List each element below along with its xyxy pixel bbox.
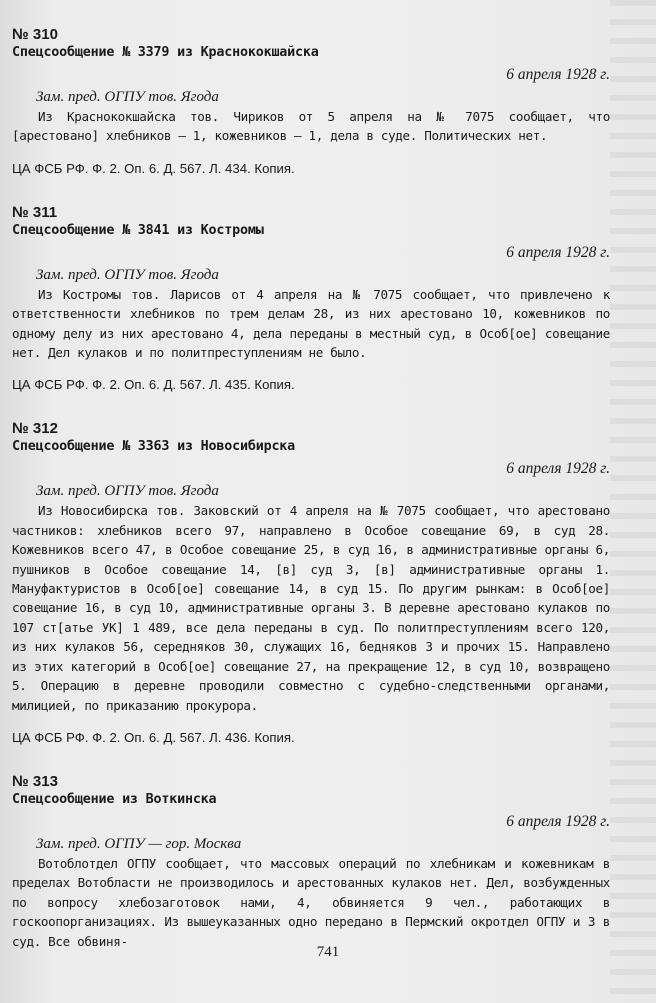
page-number: 741 <box>316 944 340 960</box>
document-title: Спецсообщение из Воткинска <box>12 791 217 807</box>
archive-source: ЦА ФСБ РФ. Ф. 2. Оп. 6. Д. 567. Л. 435. Копия. <box>12 377 295 393</box>
document-title: Спецсообщение № 3841 из Костромы <box>12 222 264 238</box>
document-number: № 310 <box>12 26 58 43</box>
document-addressee: Зам. пред. ОГПУ тов. Ягода <box>36 483 219 500</box>
text-column <box>12 26 610 977</box>
document-title: Спецсообщение № 3379 из Краснококшайска <box>12 45 319 60</box>
archive-source: ЦА ФСБ РФ. Ф. 2. Оп. 6. Д. 567. Л. 434. Копия. <box>12 160 295 176</box>
document-addressee: Зам. пред. ОГПУ тов. Ягода <box>36 89 219 105</box>
document-date: 6 апреля 1928 г. <box>506 460 610 478</box>
document-number: № 311 <box>12 203 58 221</box>
document-313 <box>12 773 610 951</box>
document-date: 6 апреля 1928 г. <box>506 66 610 83</box>
document-number: № 313 <box>12 772 58 790</box>
document-body: Из Костромы тов. Ларисов от 4 апреля на № 7075 сообщает, что привлечено к ответственности хлебников по трем делам 28, из них арестовано 10, кожевников по одному делу из них арестовано 4, дела переданы в местный суд, в Особ[ое] совещание нет. Дел кулаков и по политпреступлениям не было. <box>12 286 610 361</box>
document-body: Вотоблотдел ОГПУ сообщает, что массовых операций по хлебникам и кожевникам в пределах Вотобласти не производилось и арестованных кулаков нет. Дел, возбужденных по вопросу хлебозаготовок нами, 4, обвиняется 9 чел., работающих в госкоопорганизациях. Из вышеуказанных одно передано в Пермский окротдел ОГПУ и 3 в суд. Все обвиня- <box>12 855 610 949</box>
document-body: Из Новосибирска тов. Заковский от 4 апреля на № 7075 сообщает, что арестовано частников: хлебников всего 97, направлено в Особое совещание 69, в суд 28. Кожевников всего 47, в Особое совещание 25, в суд 16, в административные органы 6, пушников в Особое совещание 14, [в] суд 3, [в] административные органы 1. Мануфактуристов в Особ[ое] совещание 14, в суд 15. По другим рынкам: в Особ[ое] совещание 16, в суд 10, административные органы 3. В деревне арестовано кулаков по 107 ст[атье УК] 1 489, все дела переданы в суд. По политпреступлениям всего 120, из них кулаков 56, середняков 30, служащих 16, бедняков 3 и прочих 15. Направлено из этих категорий в Особ[ое] совещание 27, на прекращение 12, в суд 10, возвращено 5. Операцию в деревне проводили совместно с судебно-следственными органами, милицией, по приказанию прокурора. <box>12 503 610 713</box>
archive-source: ЦА ФСБ РФ. Ф. 2. Оп. 6. Д. 567. Л. 436. Копия. <box>12 729 295 745</box>
document-date: 6 апреля 1928 г. <box>506 243 610 261</box>
document-310 <box>12 26 610 178</box>
document-311 <box>12 204 610 395</box>
document-body: Из Краснококшайска тов. Чириков от 5 апреля на № 7075 сообщает, что [арестовано] хлебников — 1, кожевников — 1, дела в суде. Политических нет. <box>12 109 610 144</box>
document-number: № 312 <box>12 420 58 438</box>
document-312 <box>12 420 610 746</box>
document-addressee: Зам. пред. ОГПУ тов. Ягода <box>36 266 219 283</box>
bleed-through-shadow <box>610 0 656 1003</box>
document-addressee: Зам. пред. ОГПУ — гор. Москва <box>36 835 242 852</box>
document-date: 6 апреля 1928 г. <box>506 812 610 830</box>
document-title: Спецсообщение № 3363 из Новосибирска <box>12 439 296 455</box>
